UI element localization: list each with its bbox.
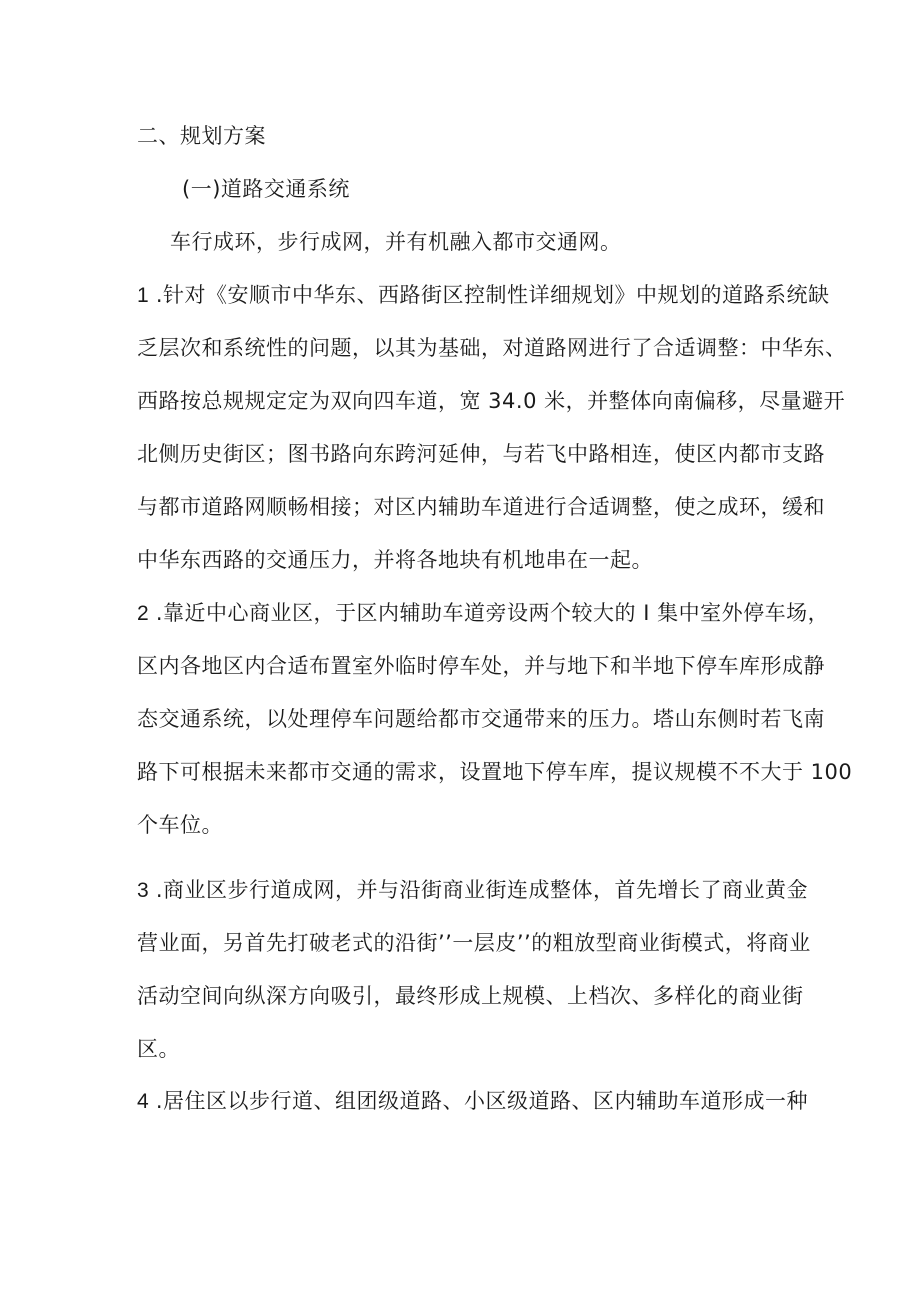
item-2-number: 2: [137, 602, 149, 625]
item-1-line-1: 1 .针对《安顺市中华东、西路街区控制性详细规划》中规划的道路系统缺: [137, 283, 830, 307]
item-3-line-4: 区。: [137, 1037, 180, 1061]
item-4-line-1: 4 .居住区以步行道、组团级道路、小区级道路、区内辅助车道形成一种: [137, 1089, 809, 1113]
item-3-line-1: 3 .商业区步行道成网，并与沿街商业街连成整体，首先增长了商业黄金: [137, 878, 809, 902]
item-1-line-3: 西路按总规规定定为双向四车道，宽 34.0 米，并整体向南偏移，尽量避开: [137, 389, 846, 413]
section-heading: 二、规划方案: [137, 124, 266, 148]
item-4-number: 4: [137, 1090, 149, 1113]
item-1-line-4: 北侧历史街区；图书路向东跨河延伸，与若飞中路相连，使区内都市支路: [137, 442, 825, 466]
item-2-line-3: 态交通系统，以处理停车问题给都市交通带来的压力。塔山东侧时若飞南: [137, 707, 825, 731]
item-3-number: 3: [137, 879, 149, 902]
item-3-line-2: 营业面，另首先打破老式的沿街’’一层皮’’的粗放型商业街模式，将商业: [137, 931, 811, 955]
intro-paragraph: 车行成环，步行成网，并有机融入都市交通网。: [170, 230, 622, 254]
subsection-heading: (一)道路交通系统: [182, 177, 350, 201]
item-1-line-6: 中华东西路的交通压力，并将各地块有机地串在一起。: [137, 548, 653, 572]
item-1-number: 1: [137, 284, 149, 307]
item-2-line-2: 区内各地区内合适布置室外临时停车处，并与地下和半地下停车库形成静: [137, 654, 825, 678]
item-1-line-5: 与都市道路网顺畅相接；对区内辅助车道进行合适调整，使之成环，缓和: [137, 495, 825, 519]
item-1-line-2: 乏层次和系统性的问题，以其为基础，对道路网进行了合适调整：中华东、: [137, 336, 847, 360]
item-3-line-3: 活动空间向纵深方向吸引，最终形成上规模、上档次、多样化的商业街: [137, 984, 804, 1008]
item-2-line-1: 2 .靠近中心商业区，于区内辅助车道旁设两个较大的 I 集中室外停车场，: [137, 601, 830, 625]
item-2-line-5: 个车位。: [137, 813, 223, 837]
item-2-line-4: 路下可根据未来都市交通的需求，设置地下停车库，提议规模不不大于 100: [137, 760, 853, 784]
